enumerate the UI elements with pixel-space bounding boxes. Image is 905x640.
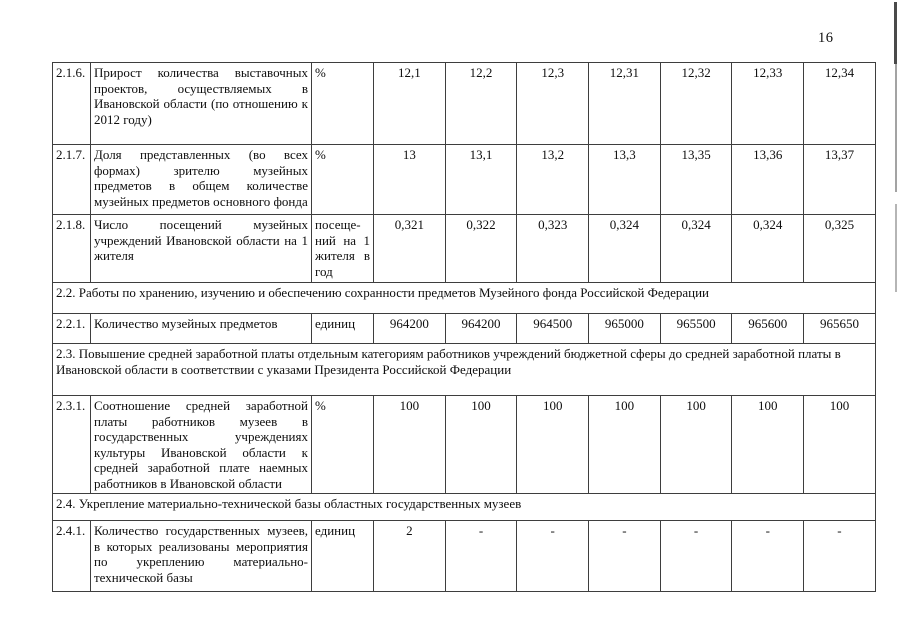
row-value: 0,323 [517,215,589,283]
row-description: Прирост количества выставочных проектов, осуществляемых в Ивановской области (по отношению к 2012 году) [91,63,312,145]
row-value: 965600 [732,314,804,344]
row-value: 13 [374,145,446,215]
row-value: 13,35 [660,145,732,215]
row-value: 12,2 [445,63,517,145]
section-label: 2.3. Повышение средней заработной платы отдельным категориям работников учреждений бюджетной сферы до средней заработной платы в Ивановской области в соответствии с указами Президента Российской Федерации [53,344,876,396]
row-unit: посеще-ний на 1 жителя в год [312,215,374,283]
section-row [53,494,876,521]
row-value: 964500 [517,314,589,344]
section-label: 2.2. Работы по хранению, изучению и обеспечению сохранности предметов Музейного фонда Российской Федерации [53,283,876,314]
row-value: 0,324 [589,215,661,283]
row-value: 0,324 [732,215,804,283]
row-value: - [589,521,661,592]
indicators-table [52,62,876,592]
row-value: 100 [660,396,732,494]
row-unit: единиц [312,314,374,344]
scan-artifact-line [894,2,897,64]
row-value: 12,1 [374,63,446,145]
row-value: - [660,521,732,592]
row-value: 964200 [445,314,517,344]
row-value: 0,322 [445,215,517,283]
row-id: 2.3.1. [53,396,91,494]
row-value: 965650 [804,314,876,344]
row-value: 13,1 [445,145,517,215]
row-value: 0,321 [374,215,446,283]
row-value: 13,36 [732,145,804,215]
row-value: 0,325 [804,215,876,283]
row-value: 964200 [374,314,446,344]
row-value: 13,3 [589,145,661,215]
row-value: 12,33 [732,63,804,145]
row-unit: единиц [312,521,374,592]
table-row [53,215,876,283]
row-value: - [732,521,804,592]
row-value: 100 [445,396,517,494]
row-description: Количество государственных музеев, в которых реализованы мероприятия по укреплению материально-технической базы [91,521,312,592]
row-value: - [445,521,517,592]
row-value: 13,2 [517,145,589,215]
table-row [53,145,876,215]
row-description: Число посещений музейных учреждений Ивановской области на 1 жителя [91,215,312,283]
table-row [53,314,876,344]
row-description: Доля представленных (во всех формах) зрителю музейных предметов в общем количестве музейных предметов основного фонда [91,145,312,215]
row-value: 100 [374,396,446,494]
row-value: - [804,521,876,592]
section-row [53,283,876,314]
section-row [53,344,876,396]
row-description: Соотношение средней заработной платы работников музеев в государственных учреждениях культуры Ивановской области к средней заработной плате наемных работников в Ивановской области [91,396,312,494]
row-value: 12,3 [517,63,589,145]
section-label: 2.4. Укрепление материально-технической базы областных государственных музеев [53,494,876,521]
scan-artifact-line [895,204,897,292]
row-value: 100 [732,396,804,494]
row-value: 965500 [660,314,732,344]
row-value: 100 [589,396,661,494]
row-value: - [517,521,589,592]
table-row [53,63,876,145]
row-id: 2.1.6. [53,63,91,145]
row-id: 2.1.7. [53,145,91,215]
scan-artifact-line [895,64,897,192]
table-row [53,521,876,592]
row-id: 2.4.1. [53,521,91,592]
row-value: 100 [804,396,876,494]
row-unit: % [312,145,374,215]
row-description: Количество музейных предметов [91,314,312,344]
row-unit: % [312,396,374,494]
row-value: 100 [517,396,589,494]
row-id: 2.1.8. [53,215,91,283]
page-number: 16 [818,30,834,46]
row-unit: % [312,63,374,145]
row-value: 13,37 [804,145,876,215]
row-value: 0,324 [660,215,732,283]
row-value: 12,34 [804,63,876,145]
row-id: 2.2.1. [53,314,91,344]
row-value: 2 [374,521,446,592]
row-value: 12,31 [589,63,661,145]
table-row [53,396,876,494]
row-value: 965000 [589,314,661,344]
row-value: 12,32 [660,63,732,145]
